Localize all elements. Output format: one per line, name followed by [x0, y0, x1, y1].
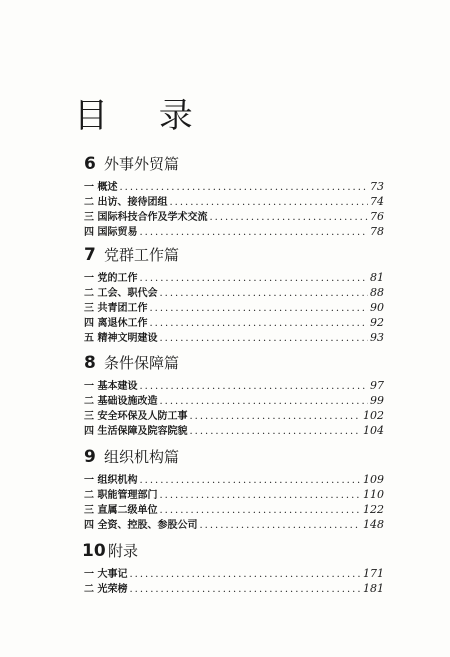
toc-entry[interactable]	[84, 315, 384, 330]
toc-section	[84, 153, 384, 239]
toc-entry[interactable]	[84, 300, 384, 315]
dot-leader	[119, 180, 368, 195]
entry-page-number: 99	[370, 394, 384, 407]
dot-leader	[199, 518, 361, 533]
toc-section	[84, 244, 384, 345]
entry-label: 三 共青团工作	[84, 303, 148, 314]
entry-page-number: 81	[370, 271, 384, 284]
section-number: 6	[84, 154, 96, 174]
entry-label: 二 基础设施改造	[84, 396, 158, 407]
toc-entry[interactable]	[84, 270, 384, 285]
dot-leader	[149, 301, 368, 316]
toc-entry[interactable]	[84, 472, 384, 487]
dot-leader	[129, 567, 361, 582]
section-title: 党群工作篇	[104, 246, 180, 264]
entry-label: 四 国际贸易	[84, 227, 138, 238]
entry-page-number: 109	[363, 473, 384, 486]
entry-page-number: 110	[363, 488, 384, 501]
entry-label: 三 直属二级单位	[84, 505, 158, 516]
dot-leader	[139, 225, 368, 240]
toc-entry[interactable]	[84, 285, 384, 300]
toc-entry[interactable]	[84, 378, 384, 393]
dot-leader	[129, 582, 361, 597]
section-number: 8	[84, 353, 96, 373]
section-heading	[84, 540, 384, 566]
entry-page-number: 104	[363, 424, 384, 437]
toc-section	[84, 446, 384, 532]
entry-label: 一 组织机构	[84, 475, 138, 486]
entry-page-number: 88	[370, 286, 384, 299]
toc-entry[interactable]	[84, 408, 384, 423]
entry-label: 二 光荣榜	[84, 584, 128, 595]
dot-leader	[189, 424, 361, 439]
entry-label: 二 工会、职代会	[84, 288, 158, 299]
toc-entry[interactable]	[84, 502, 384, 517]
entry-page-number: 122	[363, 503, 384, 516]
dot-leader	[159, 503, 361, 518]
dot-leader	[169, 195, 368, 210]
entry-label: 一 概述	[84, 182, 118, 193]
section-number: 7	[84, 245, 96, 265]
toc-entry[interactable]	[84, 330, 384, 345]
toc-entry[interactable]	[84, 423, 384, 438]
entry-label: 四 生活保障及院容院貌	[84, 426, 188, 437]
entry-page-number: 90	[370, 301, 384, 314]
dot-leader	[189, 409, 361, 424]
entry-label: 一 基本建设	[84, 381, 138, 392]
section-title: 组织机构篇	[104, 448, 180, 466]
toc-entry[interactable]	[84, 487, 384, 502]
entry-page-number: 181	[363, 582, 384, 595]
toc-entry[interactable]	[84, 179, 384, 194]
dot-leader	[159, 488, 361, 503]
dot-leader	[139, 271, 368, 286]
toc-entry[interactable]	[84, 209, 384, 224]
entry-label: 二 职能管理部门	[84, 490, 158, 501]
page-title: 目 录	[74, 96, 213, 136]
section-title: 附录	[108, 542, 139, 560]
entry-page-number: 148	[363, 518, 384, 531]
entry-label: 四 离退休工作	[84, 318, 148, 329]
section-heading	[84, 352, 384, 378]
entry-label: 四 全资、控股、参股公司	[84, 520, 198, 531]
entry-page-number: 73	[370, 180, 384, 193]
toc-entry[interactable]	[84, 224, 384, 239]
entry-page-number: 97	[370, 379, 384, 392]
section-title: 条件保障篇	[104, 354, 180, 372]
entry-page-number: 171	[363, 567, 384, 580]
entry-label: 一 党的工作	[84, 273, 138, 284]
toc-section	[84, 352, 384, 438]
toc-entry[interactable]	[84, 517, 384, 532]
entry-label: 三 国际科技合作及学术交流	[84, 212, 208, 223]
toc-entry[interactable]	[84, 393, 384, 408]
section-number: 10	[82, 541, 106, 561]
dot-leader	[159, 331, 368, 346]
entry-page-number: 93	[370, 331, 384, 344]
entry-label: 一 大事记	[84, 569, 128, 580]
toc-entry[interactable]	[84, 581, 384, 596]
section-title: 外事外贸篇	[104, 155, 180, 173]
entry-label: 三 安全环保及人防工事	[84, 411, 188, 422]
entry-page-number: 76	[370, 210, 384, 223]
section-heading	[84, 153, 384, 179]
dot-leader	[159, 286, 368, 301]
entry-label: 五 精神文明建设	[84, 333, 158, 344]
section-heading	[84, 446, 384, 472]
toc-entry[interactable]	[84, 194, 384, 209]
entry-page-number: 78	[370, 225, 384, 238]
dot-leader	[139, 379, 368, 394]
dot-leader	[149, 316, 368, 331]
section-number: 9	[84, 447, 96, 467]
entry-page-number: 92	[370, 316, 384, 329]
toc-entry[interactable]	[84, 566, 384, 581]
entry-page-number: 74	[370, 195, 384, 208]
dot-leader	[209, 210, 368, 225]
dot-leader	[139, 473, 361, 488]
toc-section	[84, 540, 384, 596]
section-heading	[84, 244, 384, 270]
entry-label: 二 出访、接待团组	[84, 197, 168, 208]
dot-leader	[159, 394, 368, 409]
entry-page-number: 102	[363, 409, 384, 422]
